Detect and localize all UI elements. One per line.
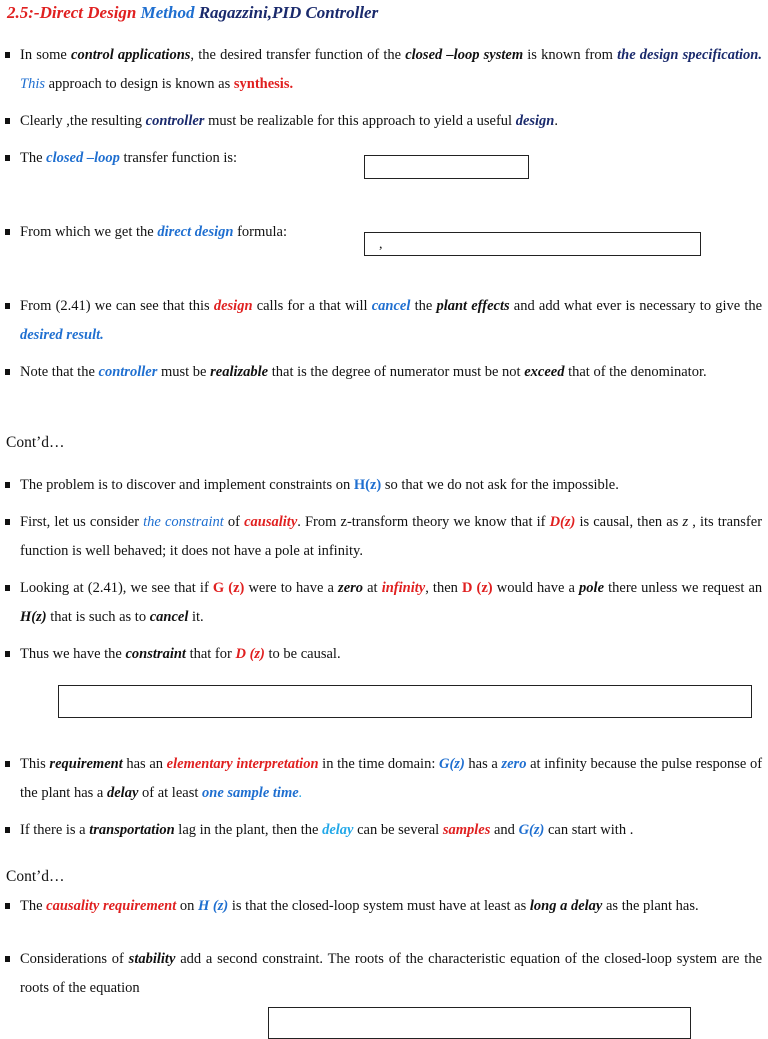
text: . From z-transform theory we know that if	[297, 514, 546, 530]
text-emphasis: zero	[501, 756, 527, 772]
text: as the plant has.	[606, 898, 699, 914]
text-emphasis: transportation	[89, 822, 175, 838]
text: at	[367, 580, 378, 596]
text-emphasis: H(z)	[353, 477, 382, 493]
page-title	[7, 3, 378, 23]
contd-heading: Cont’d…	[6, 434, 65, 451]
text: The problem is to discover and implement constraints on	[20, 477, 351, 493]
text: that of the denominator.	[568, 364, 707, 380]
text: Note that the	[20, 364, 95, 380]
bullet-controller-realizable	[20, 358, 762, 387]
text: From which we get the	[20, 224, 154, 240]
text: , its transfer function is well behaved; it does not have a pole at infinity.	[20, 514, 763, 559]
text-emphasis: controller	[98, 364, 158, 380]
bullet-icon	[5, 482, 10, 488]
text: would have a	[496, 580, 575, 596]
bullet-transportation-lag	[20, 816, 762, 845]
text: If there is a	[20, 822, 86, 838]
text: is that the closed-loop system must have at least as	[231, 898, 527, 914]
text-emphasis: one sample time	[202, 785, 299, 801]
text-emphasis: This	[20, 76, 45, 92]
text: so that we do not ask for the impossible.	[384, 477, 619, 493]
text: and add what ever is necessary to give the	[513, 298, 763, 314]
text: approach to design is known as	[48, 76, 231, 92]
bullet-icon	[5, 229, 10, 235]
text-emphasis: closed –loop	[46, 150, 120, 166]
text-emphasis: the design specification.	[617, 47, 762, 63]
text: that is the degree of numerator must be not	[271, 364, 521, 380]
text-emphasis: stability	[128, 951, 176, 967]
text: Looking at (2.41), we see that if	[20, 580, 209, 596]
text: Clearly ,the resulting	[20, 113, 143, 129]
text: This	[20, 756, 46, 772]
text: at infinity because the pulse response of the plant has a	[20, 756, 763, 801]
text-emphasis: exceed	[524, 364, 565, 380]
bullet-causality-requirement	[20, 898, 762, 915]
bullet-synthesis	[20, 41, 762, 99]
text: In some	[20, 47, 67, 63]
text-emphasis: cancel	[149, 609, 189, 625]
bullet-constraints	[20, 471, 762, 500]
text: of at least	[142, 785, 199, 801]
title-rest: Ragazzini,PID Controller	[198, 3, 379, 22]
text-emphasis: causality requirement	[46, 898, 177, 914]
text-emphasis: delay	[106, 785, 139, 801]
text-emphasis: H(z)	[20, 609, 47, 625]
text-emphasis: H (z)	[198, 898, 229, 914]
text: The	[20, 898, 43, 914]
text: of	[227, 514, 240, 530]
equation-box-causality	[58, 685, 752, 718]
text: is causal, then as	[579, 514, 679, 530]
text: that is such as to	[50, 609, 147, 625]
text-emphasis: causality	[244, 514, 298, 530]
bullet-cancel-plant	[20, 292, 762, 350]
text: to be causal.	[268, 646, 341, 662]
bullet-causal-constraint	[20, 640, 762, 669]
text-emphasis: G(z)	[518, 822, 545, 838]
bullet-icon	[5, 827, 10, 833]
text: there unless we request an	[608, 580, 763, 596]
text: Thus we have the	[20, 646, 122, 662]
text: and	[494, 822, 515, 838]
bullet-icon	[5, 519, 10, 525]
text: formula:	[237, 224, 288, 240]
text: , then	[425, 580, 458, 596]
text: must be	[160, 364, 207, 380]
bullet-icon	[5, 903, 10, 909]
text-emphasis: the constraint	[143, 514, 224, 530]
title-method: Method	[140, 3, 195, 22]
text: can be several	[357, 822, 440, 838]
text-emphasis: controller	[145, 113, 205, 129]
text-emphasis: long a delay	[529, 898, 603, 914]
text-emphasis: G(z)	[439, 756, 465, 772]
text-emphasis: closed –loop system	[405, 47, 524, 63]
text: it.	[191, 609, 204, 625]
text-emphasis: design	[515, 113, 555, 129]
bullet-icon	[5, 585, 10, 591]
text-emphasis: z	[682, 514, 689, 530]
bullet-icon	[5, 155, 10, 161]
text: that for	[189, 646, 232, 662]
contd-heading: Cont’d…	[6, 868, 65, 885]
text: were to have a	[248, 580, 334, 596]
equation-box-closed-loop	[364, 155, 529, 179]
bullet-icon	[5, 118, 10, 124]
text-emphasis: zero	[338, 580, 364, 596]
text: has a	[468, 756, 498, 772]
text-emphasis: elementary interpretation	[166, 756, 319, 772]
text: transfer function is:	[123, 150, 238, 166]
text: has an	[126, 756, 164, 772]
text-emphasis: infinity	[381, 580, 426, 596]
text: , the desired transfer function of the	[190, 47, 402, 63]
equation-box-characteristic	[268, 1007, 691, 1039]
bullet-stability	[20, 945, 762, 1003]
bullet-icon	[5, 761, 10, 767]
text-emphasis: plant effects	[436, 298, 510, 314]
text: From (2.41) we can see that this	[20, 298, 210, 314]
text: can start with .	[547, 822, 634, 838]
bullet-icon	[5, 303, 10, 309]
text-emphasis: design	[213, 298, 253, 314]
text-emphasis: realizable	[210, 364, 269, 380]
text-emphasis: delay	[322, 822, 354, 838]
equation-box-direct-design	[364, 232, 701, 256]
text-emphasis: desired result.	[20, 327, 104, 343]
text-emphasis: requirement	[49, 756, 123, 772]
text-emphasis: D (z)	[235, 646, 265, 662]
text: First, let us consider	[20, 514, 140, 530]
bullet-zero-at-infinity	[20, 574, 762, 632]
bullet-realizable	[20, 107, 762, 136]
bullet-icon	[5, 52, 10, 58]
bullet-causality	[20, 508, 762, 566]
equation-box-text: ,	[379, 237, 383, 252]
text-emphasis: D(z)	[549, 514, 576, 530]
text: Considerations of	[20, 951, 124, 967]
text-emphasis: pole	[579, 580, 605, 596]
bullet-icon	[5, 369, 10, 375]
text: .	[554, 113, 558, 129]
bullet-time-domain	[20, 750, 762, 808]
title-section: 2.5:-Direct Design	[7, 3, 137, 22]
text-emphasis: synthesis.	[233, 76, 294, 92]
text-emphasis: cancel	[371, 298, 411, 314]
text-emphasis: constraint	[125, 646, 186, 662]
text-emphasis: control applications	[71, 47, 191, 63]
text: .	[298, 785, 303, 801]
text-emphasis: G (z)	[212, 580, 245, 596]
text: must be realizable for this approach to yield a useful	[208, 113, 513, 129]
text: add a second constraint. The roots of the characteristic equation of the closed-loop system are the roots of the equation	[20, 951, 763, 996]
bullet-icon	[5, 956, 10, 962]
text-emphasis: D (z)	[461, 580, 493, 596]
text-emphasis: direct design	[157, 224, 234, 240]
bullet-icon	[5, 651, 10, 657]
text: in the time domain:	[322, 756, 436, 772]
text: calls for a that will	[256, 298, 368, 314]
text: The	[20, 150, 43, 166]
text: lag in the plant, then the	[178, 822, 319, 838]
text: is known from	[527, 47, 613, 63]
text: on	[179, 898, 195, 914]
text-emphasis: samples	[442, 822, 491, 838]
text: the	[414, 298, 433, 314]
